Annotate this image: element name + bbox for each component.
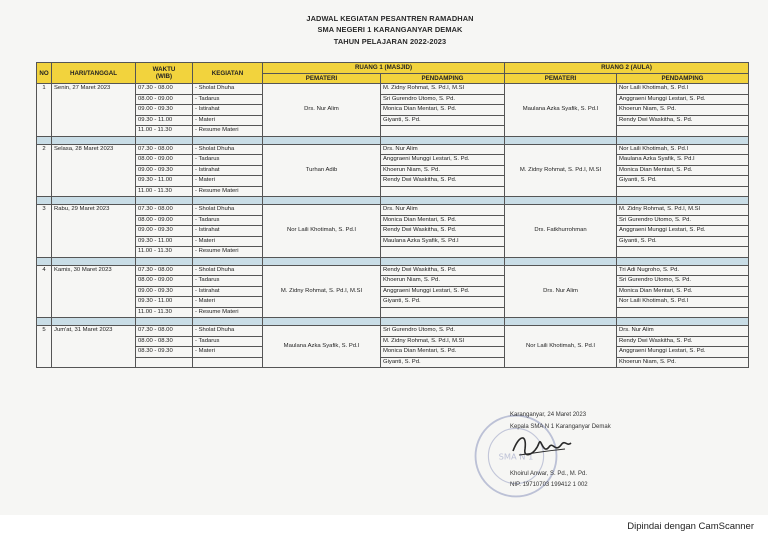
ruang2-pendamping: Monica Dian Mentari, S. Pd. xyxy=(617,286,749,297)
col-kegiatan-header: KEGIATAN xyxy=(193,63,263,84)
table-row xyxy=(37,144,749,155)
time-slot: 07.30 - 08.00 xyxy=(136,205,193,216)
separator-cell xyxy=(381,257,505,265)
separator-cell xyxy=(505,257,617,265)
svg-text:SMA N 1: SMA N 1 xyxy=(498,451,534,462)
separator-cell xyxy=(136,197,193,205)
ruang1-pemateri-header: PEMATERI xyxy=(263,73,381,84)
ruang2-pendamping: Rendy Dwi Waskitha, S. Pd. xyxy=(617,115,749,126)
day-number: 3 xyxy=(37,205,52,258)
academic-year: TAHUN PELAJARAN 2022-2023 xyxy=(333,37,447,46)
activity: - Materi xyxy=(193,236,263,247)
col-waktu-label: WAKTU xyxy=(152,66,176,73)
table-row xyxy=(37,126,749,137)
table-row xyxy=(37,236,749,247)
table-row xyxy=(37,155,749,166)
activity xyxy=(193,357,263,368)
table-row xyxy=(37,336,749,347)
table-row xyxy=(37,205,749,216)
separator-cell xyxy=(263,257,381,265)
ruang2-pendamping: Sri Gurendro Utomo, S. Pd. xyxy=(617,215,749,226)
ruang2-pendamping: Giyanti, S. Pd. xyxy=(617,176,749,187)
table-row xyxy=(37,226,749,237)
day-number: 2 xyxy=(37,144,52,197)
ruang2-pendamping: Monica Dian Mentari, S. Pd. xyxy=(617,165,749,176)
separator-cell xyxy=(617,257,749,265)
ruang2-pemateri: M. Zidny Rohmat, S. Pd.I, M.SI xyxy=(505,144,617,197)
ruang2-pendamping: Nor Laili Khotimah, S. Pd.I xyxy=(617,144,749,155)
table-row xyxy=(37,286,749,297)
ruang2-pendamping: Rendy Dwi Waskitha, S. Pd. xyxy=(617,336,749,347)
separator-cell xyxy=(617,136,749,144)
table-row xyxy=(37,84,749,95)
time-slot: 09.00 - 09.30 xyxy=(136,165,193,176)
table-row xyxy=(37,265,749,276)
ruang1-pendamping: Drs. Nur Alim xyxy=(381,205,505,216)
ruang1-pendamping: Khoerun Niam, S. Pd. xyxy=(381,165,505,176)
time-slot: 08.30 - 09.30 xyxy=(136,347,193,358)
ruang1-pendamping: Sri Gurendro Utomo, S. Pd. xyxy=(381,326,505,337)
activity: - Tadarus xyxy=(193,336,263,347)
day-date: Kamis, 30 Maret 2023 xyxy=(52,265,136,318)
schedule-body xyxy=(37,84,749,368)
ruang2-pendamping: Khoerun Niam, S. Pd. xyxy=(617,357,749,368)
day-date: Rabu, 29 Maret 2023 xyxy=(52,205,136,258)
activity: - Sholat Dhuha xyxy=(193,205,263,216)
time-slot: 09.30 - 11.00 xyxy=(136,115,193,126)
table-row xyxy=(37,165,749,176)
time-slot: 08.00 - 08.30 xyxy=(136,336,193,347)
separator-cell xyxy=(136,318,193,326)
separator-cell xyxy=(193,197,263,205)
activity: - Sholat Dhuha xyxy=(193,265,263,276)
activity: - Materi xyxy=(193,297,263,308)
ruang1-pemateri: Maulana Azka Syafik, S. Pd.I xyxy=(263,326,381,368)
activity: - Sholat Dhuha xyxy=(193,326,263,337)
separator-cell xyxy=(381,318,505,326)
ruang1-header: RUANG 1 (MASJID) xyxy=(263,63,505,74)
ruang2-pendamping: Nor Laili Khotimah, S. Pd.I xyxy=(617,297,749,308)
activity: - Materi xyxy=(193,347,263,358)
activity: - Resume Materi xyxy=(193,247,263,258)
signatory-nip: NIP. 19710703 199412 1 002 xyxy=(510,482,588,488)
ruang2-pendamping xyxy=(617,186,749,197)
separator-cell xyxy=(37,136,52,144)
time-slot: 11.00 - 11.30 xyxy=(136,307,193,318)
separator-cell xyxy=(193,318,263,326)
ruang2-pendamping xyxy=(617,247,749,258)
ruang1-pemateri: Nor Laili Khotimah, S. Pd.I xyxy=(263,205,381,258)
separator-cell xyxy=(52,136,136,144)
ruang1-pendamping xyxy=(381,247,505,258)
day-separator xyxy=(37,197,749,205)
separator-cell xyxy=(505,136,617,144)
separator-cell xyxy=(263,197,381,205)
time-slot: 08.00 - 09.00 xyxy=(136,155,193,166)
table-row xyxy=(37,94,749,105)
ruang1-pendamping: Anggraeni Munggi Lestari, S. Pd. xyxy=(381,155,505,166)
separator-cell xyxy=(505,197,617,205)
signature-scribble xyxy=(505,425,575,465)
ruang1-pendamping xyxy=(381,126,505,137)
header-row-1 xyxy=(37,63,749,74)
ruang2-pendamping: Nor Laili Khotimah, S. Pd.I xyxy=(617,84,749,95)
ruang1-pendamping: M. Zidny Rohmat, S. Pd.I, M.SI xyxy=(381,84,505,95)
col-waktu-unit: (WIB) xyxy=(155,73,173,80)
col-waktu-header xyxy=(136,63,193,84)
time-slot: 08.00 - 09.00 xyxy=(136,215,193,226)
separator-cell xyxy=(37,257,52,265)
ruang2-pendamping-header: PENDAMPING xyxy=(617,73,749,84)
table-row xyxy=(37,326,749,337)
table-row xyxy=(37,215,749,226)
ruang1-pendamping: Monica Dian Mentari, S. Pd. xyxy=(381,215,505,226)
ruang2-pemateri: Nor Laili Khotimah, S. Pd.I xyxy=(505,326,617,368)
ruang2-pendamping xyxy=(617,126,749,137)
ruang2-pendamping: Tri Adi Nugroho, S. Pd. xyxy=(617,265,749,276)
separator-cell xyxy=(136,136,193,144)
col-hari-header: HARI/TANGGAL xyxy=(52,63,136,84)
document-title: JADWAL KEGIATAN PESANTREN RAMADHAN xyxy=(306,14,474,23)
table-row xyxy=(37,307,749,318)
time-slot: 11.00 - 11.30 xyxy=(136,186,193,197)
activity: - Resume Materi xyxy=(193,186,263,197)
separator-cell xyxy=(505,318,617,326)
time-slot: 07.30 - 08.00 xyxy=(136,265,193,276)
day-date: Senin, 27 Maret 2023 xyxy=(52,84,136,137)
ruang1-pendamping: Rendy Dwi Waskitha, S. Pd. xyxy=(381,226,505,237)
time-slot: 09.30 - 11.00 xyxy=(136,297,193,308)
scanner-watermark: Dipindai dengan CamScanner xyxy=(627,521,754,532)
activity: - Tadarus xyxy=(193,215,263,226)
time-slot: 09.30 - 11.00 xyxy=(136,176,193,187)
ruang1-pemateri: Turhan Adib xyxy=(263,144,381,197)
ruang1-pemateri: Drs. Nur Alim xyxy=(263,84,381,137)
separator-cell xyxy=(263,318,381,326)
ruang2-pendamping: Giyanti, S. Pd. xyxy=(617,236,749,247)
ruang2-pemateri: Drs. Nur Alim xyxy=(505,265,617,318)
ruang2-pendamping: Maulana Azka Syafik, S. Pd.I xyxy=(617,155,749,166)
table-row xyxy=(37,276,749,287)
day-separator xyxy=(37,257,749,265)
time-slot: 08.00 - 09.00 xyxy=(136,94,193,105)
day-number: 5 xyxy=(37,326,52,368)
table-row xyxy=(37,186,749,197)
ruang1-pendamping: Khoerun Niam, S. Pd. xyxy=(381,276,505,287)
activity: - Materi xyxy=(193,176,263,187)
day-number: 4 xyxy=(37,265,52,318)
ruang1-pendamping: Maulana Azka Syafik, S. Pd.I xyxy=(381,236,505,247)
time-slot: 07.30 - 08.00 xyxy=(136,326,193,337)
activity: - Sholat Dhuha xyxy=(193,84,263,95)
col-no-header: NO xyxy=(37,63,52,84)
ruang1-pendamping: Monica Dian Mentari, S. Pd. xyxy=(381,105,505,116)
activity: - Istirahat xyxy=(193,105,263,116)
table-row xyxy=(37,247,749,258)
separator-cell xyxy=(136,257,193,265)
ruang2-pendamping: Khoerun Niam, S. Pd. xyxy=(617,105,749,116)
separator-cell xyxy=(52,318,136,326)
table-row xyxy=(37,105,749,116)
activity: - Resume Materi xyxy=(193,126,263,137)
ruang1-pendamping xyxy=(381,307,505,318)
activity: - Istirahat xyxy=(193,286,263,297)
ruang1-pendamping: M. Zidny Rohmat, S. Pd.I, M.SI xyxy=(381,336,505,347)
separator-cell xyxy=(381,136,505,144)
ruang1-pendamping: Rendy Dwi Waskitha, S. Pd. xyxy=(381,176,505,187)
separator-cell xyxy=(617,318,749,326)
table-row xyxy=(37,176,749,187)
day-number: 1 xyxy=(37,84,52,137)
activity: - Tadarus xyxy=(193,276,263,287)
time-slot: 09.00 - 09.30 xyxy=(136,105,193,116)
signature-position: Kepala SMA N 1 Karanganyar Demak xyxy=(510,424,611,430)
ruang2-pendamping: Drs. Nur Alim xyxy=(617,326,749,337)
separator-cell xyxy=(617,197,749,205)
signature-place-date: Karanganyar, 24 Maret 2023 xyxy=(510,412,587,418)
activity: - Tadarus xyxy=(193,155,263,166)
time-slot: 08.00 - 09.00 xyxy=(136,276,193,287)
time-slot: 09.30 - 11.00 xyxy=(136,236,193,247)
ruang2-pendamping: Anggraeni Munggi Lestari, S. Pd. xyxy=(617,347,749,358)
ruang2-pendamping xyxy=(617,307,749,318)
activity: - Sholat Dhuha xyxy=(193,144,263,155)
separator-cell xyxy=(193,136,263,144)
ruang2-pendamping: Sri Gurendro Utomo, S. Pd. xyxy=(617,276,749,287)
ruang1-pendamping: Anggraeni Munggi Lestari, S. Pd. xyxy=(381,286,505,297)
ruang1-pendamping: Giyanti, S. Pd. xyxy=(381,115,505,126)
ruang2-pendamping: Anggraeni Munggi Lestari, S. Pd. xyxy=(617,94,749,105)
ruang1-pendamping: Monica Dian Mentari, S. Pd. xyxy=(381,347,505,358)
ruang2-header: RUANG 2 (AULA) xyxy=(505,63,749,74)
time-slot: 11.00 - 11.30 xyxy=(136,247,193,258)
activity: - Istirahat xyxy=(193,165,263,176)
table-row xyxy=(37,297,749,308)
schedule-table xyxy=(36,62,749,368)
signatory-name: Khoirul Anwar, S. Pd., M. Pd. xyxy=(510,471,588,477)
school-name: SMA NEGERI 1 KARANGANYAR DEMAK xyxy=(317,25,463,34)
separator-cell xyxy=(263,136,381,144)
table-row xyxy=(37,357,749,368)
activity: - Tadarus xyxy=(193,94,263,105)
ruang1-pemateri: M. Zidny Rohmat, S. Pd.I, M.SI xyxy=(263,265,381,318)
ruang1-pendamping xyxy=(381,186,505,197)
time-slot: 07.30 - 08.00 xyxy=(136,84,193,95)
time-slot: 09.00 - 09.30 xyxy=(136,226,193,237)
table-row xyxy=(37,347,749,358)
time-slot: 11.00 - 11.30 xyxy=(136,126,193,137)
ruang2-pemateri-header: PEMATERI xyxy=(505,73,617,84)
ruang1-pendamping: Drs. Nur Alim xyxy=(381,144,505,155)
ruang1-pendamping: Sri Gurendro Utomo, S. Pd. xyxy=(381,94,505,105)
activity: - Materi xyxy=(193,115,263,126)
separator-cell xyxy=(52,257,136,265)
separator-cell xyxy=(37,318,52,326)
ruang2-pemateri: Maulana Azka Syafik, S. Pd.I xyxy=(505,84,617,137)
separator-cell xyxy=(37,197,52,205)
day-separator xyxy=(37,318,749,326)
ruang1-pendamping-header: PENDAMPING xyxy=(381,73,505,84)
ruang2-pemateri: Drs. Fatkhurrohman xyxy=(505,205,617,258)
ruang1-pendamping: Rendy Dwi Waskitha, S. Pd. xyxy=(381,265,505,276)
ruang2-pendamping: Anggraeni Munggi Lestari, S. Pd. xyxy=(617,226,749,237)
time-slot xyxy=(136,357,193,368)
time-slot: 09.00 - 09.30 xyxy=(136,286,193,297)
separator-cell xyxy=(381,197,505,205)
separator-cell xyxy=(52,197,136,205)
ruang2-pendamping: M. Zidny Rohmat, S. Pd.I, M.SI xyxy=(617,205,749,216)
separator-cell xyxy=(193,257,263,265)
activity: - Resume Materi xyxy=(193,307,263,318)
table-row xyxy=(37,115,749,126)
day-date: Jum'at, 31 Maret 2023 xyxy=(52,326,136,368)
activity: - Istirahat xyxy=(193,226,263,237)
time-slot: 07.30 - 08.00 xyxy=(136,144,193,155)
day-separator xyxy=(37,136,749,144)
ruang1-pendamping: Giyanti, S. Pd. xyxy=(381,297,505,308)
day-date: Selasa, 28 Maret 2023 xyxy=(52,144,136,197)
ruang1-pendamping: Giyanti, S. Pd. xyxy=(381,357,505,368)
